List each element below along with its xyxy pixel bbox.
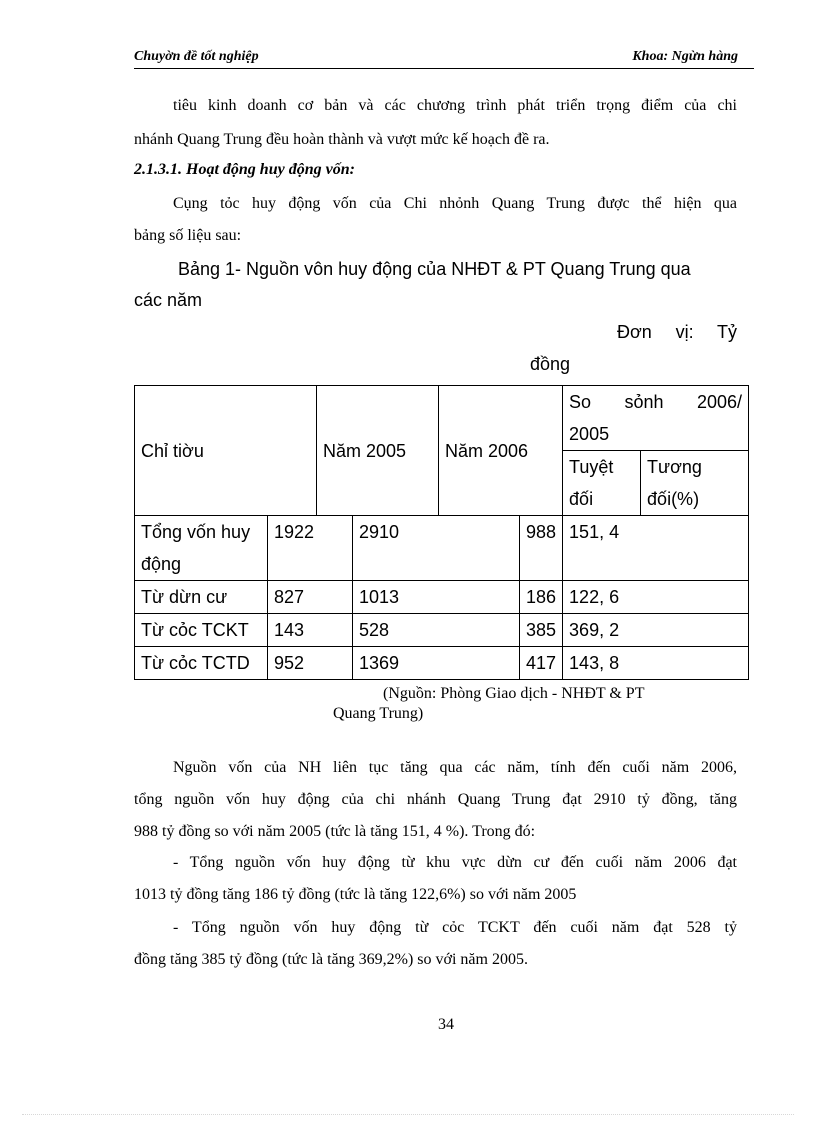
cell-absolute: 186	[520, 581, 563, 614]
bullet1-line-2: 1013 tỷ đồng tăng 186 tỷ đồng (tức là tăng 122,6%) so với năm 2005	[134, 886, 577, 903]
table-unit-line-1: Đơn vị: Tỷ	[617, 322, 737, 342]
cell-2005: 143	[268, 614, 353, 647]
cell-2006: 528	[353, 614, 520, 647]
table-caption-line-1: Bảng 1- Nguồn vôn huy động của NHĐT & PT Quang Trung qua	[178, 259, 691, 279]
empty-cell	[749, 614, 762, 647]
cell-absolute: 385	[520, 614, 563, 647]
row-label	[135, 516, 268, 581]
table-row	[135, 614, 762, 647]
intro-line-1: tiêu kinh doanh cơ bản và các chương trình phát triển trọng điểm của chi	[173, 97, 737, 114]
para2-line-2: tổng nguồn vốn huy động của chi nhánh Quang Trung đạt 2910 tỷ đồng, tăng	[134, 791, 737, 808]
bullet2-line-1: - Tổng nguồn vốn huy động từ cỏc TCKT đến cuối năm đạt 528 tỷ	[173, 919, 737, 936]
header-indicator: Chỉ tiờu	[135, 386, 317, 516]
empty-cell	[749, 581, 762, 614]
source-line-2: Quang Trung)	[333, 705, 424, 722]
header-absolute-line-1: Tuyệt	[569, 457, 614, 477]
header-title: Chuyờn đề tốt nghiệp	[134, 49, 259, 64]
header-relative-line-1: Tương	[647, 457, 702, 477]
empty-cell	[749, 516, 762, 581]
table-header-row-1	[135, 386, 762, 451]
cell-absolute: 988	[520, 516, 563, 581]
row-label: Từ cỏc TCTD	[135, 647, 268, 680]
table-row	[135, 516, 762, 581]
cell-2006: 1369	[353, 647, 520, 680]
page-number: 34	[438, 1016, 454, 1033]
bullet2-line-2: đồng tăng 385 tỷ đồng (tức là tăng 369,2%) so với năm 2005.	[134, 951, 528, 968]
row-label-line-1: Tổng vốn huy	[141, 522, 251, 542]
header-comparison-line-1: So sỏnh 2006/	[569, 392, 743, 412]
cell-2006: 2910	[353, 516, 520, 581]
intro-line-2: nhánh Quang Trung đều hoàn thành và vượt mức kế hoạch đề ra.	[134, 131, 550, 148]
header-comparison-line-2: 2005	[569, 424, 610, 444]
bullet1-line-1: - Tổng nguồn vốn huy động từ khu vực dừn cư đến cuối năm 2006 đạt	[173, 854, 737, 871]
header-year-2006: Năm 2006	[439, 386, 563, 516]
footer-divider	[22, 1114, 794, 1115]
header-absolute	[563, 451, 641, 516]
cell-relative: 122, 6	[563, 581, 749, 614]
header-comparison	[563, 386, 749, 451]
table-row	[135, 581, 762, 614]
cell-2006: 1013	[353, 581, 520, 614]
row-label: Từ cỏc TCKT	[135, 614, 268, 647]
capital-table	[134, 385, 762, 680]
table-row	[135, 647, 762, 680]
table-caption-line-2: các năm	[134, 290, 203, 310]
cell-2005: 1922	[268, 516, 353, 581]
header-year-2005: Năm 2005	[317, 386, 439, 516]
section-heading: 2.1.3.1. Hoạt động huy động vốn:	[134, 161, 355, 178]
cell-absolute: 417	[520, 647, 563, 680]
cell-relative: 143, 8	[563, 647, 749, 680]
row-label-line-2: động	[141, 554, 182, 574]
cell-relative: 369, 2	[563, 614, 749, 647]
header-relative	[641, 451, 749, 516]
para2-line-1: Nguồn vốn của NH liên tục tăng qua các năm, tính đến cuối năm 2006,	[173, 759, 737, 776]
cell-relative: 151, 4	[563, 516, 749, 581]
table-unit-line-2: đồng	[530, 354, 571, 374]
para1-line-2: bảng số liệu sau:	[134, 227, 242, 244]
para2-line-3: 988 tỷ đồng so với năm 2005 (tức là tăng 151, 4 %). Trong đó:	[134, 823, 536, 840]
header-absolute-line-2: đối	[569, 489, 594, 509]
row-label: Từ dừn cư	[135, 581, 268, 614]
para1-line-1: Cụng tỏc huy động vốn của Chi nhỏnh Quang Trung được thể hiện qua	[173, 195, 737, 212]
empty-cell	[749, 647, 762, 680]
source-line-1: (Nguồn: Phòng Giao dịch - NHĐT & PT	[383, 685, 645, 702]
cell-2005: 952	[268, 647, 353, 680]
header-department: Khoa: Ngừn hàng	[632, 49, 738, 64]
header-relative-line-2: đối(%)	[647, 489, 700, 509]
cell-2005: 827	[268, 581, 353, 614]
page-header	[134, 48, 754, 69]
